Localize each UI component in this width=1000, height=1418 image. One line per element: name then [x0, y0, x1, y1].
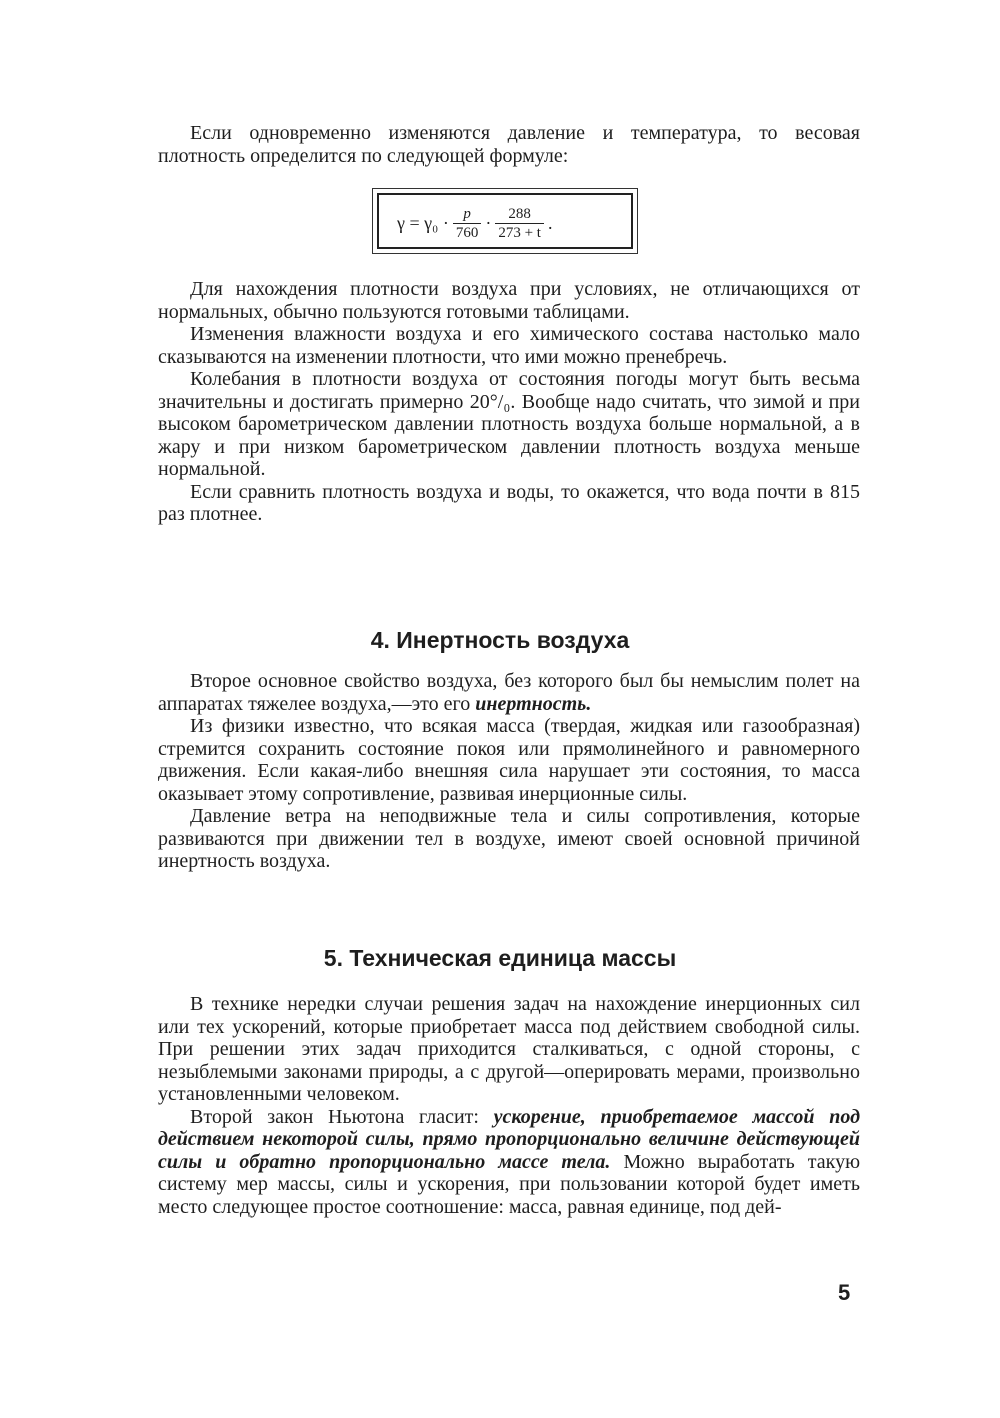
newton-continuation-text: Можно выработать такую систему мер массы, силы и ускорения, при пользовании которой будет иметь место следующее простое соотношение: масса, равная единице, под дей-: [158, 1150, 861, 1218]
fraction-pressure-denominator: 760: [453, 223, 482, 242]
paragraph-technique: В технике нередки случаи решения задач на нахождение инерционных сил или тех ускорений, которые приобретает масса под действием свободной силы. При решении этих задач приходится сталкиваться, с одной стороны, с незыблемыми законами природы, а с другой—оперировать мерами, произвольно установленными человеком.: [158, 993, 860, 1105]
fraction-pressure-numerator: p: [463, 205, 471, 222]
paragraph-newton: [158, 1106, 860, 1219]
formula-end: .: [547, 212, 553, 233]
newton-intro-text: Второй закон Ньютона гласит:: [190, 1105, 479, 1128]
inertness-intro-text: Второе основное свойство воздуха, без которого был бы немыслим полет на аппаратах тяжелее воздуха,—это его: [158, 670, 860, 715]
formula-multiply-sign: ·: [485, 212, 492, 233]
density-block: [158, 278, 860, 526]
section-5-body: [158, 993, 860, 1218]
fraction-temperature-numerator: 288: [508, 205, 531, 222]
fraction-temperature: [495, 205, 544, 242]
paragraph-tables: Для нахождения плотности воздуха при условиях, не отличающихся от нормальных, обычно пользуются готовыми таблицами.: [158, 278, 860, 323]
formula-lhs: γ = γ₀ ·: [397, 212, 449, 233]
fraction-temperature-denominator: 273 + t: [495, 223, 544, 242]
formula-box: [372, 188, 638, 254]
density-formula: [397, 201, 552, 245]
paragraph-water: Если сравнить плотность воздуха и воды, то окажется, что вода почти в 815 раз плотнее.: [158, 480, 860, 525]
paragraph-humidity: Изменения влажности воздуха и его химического состава настолько мало сказываются на изменении плотности, что ими можно пренебречь.: [158, 323, 860, 368]
paragraph-wind: Давление ветра на неподвижные тела и силы сопротивления, которые развиваются при движении тел в воздухе, имеют своей основной причиной инертность воздуха.: [158, 805, 860, 872]
fraction-pressure: [453, 205, 482, 242]
section-4-title: 4. Инертность воздуха: [370, 627, 630, 653]
page-number: 5: [838, 1280, 851, 1305]
intro-paragraph: Если одновременно изменяются давление и температура, то весовая плотность определится по следующей формуле:: [158, 122, 860, 167]
term-inertness: инертность.: [475, 692, 592, 715]
newton-law-statement: ускорение, приобретаемое массой под действием некоторой силы, прямо пропорционально величине действующей силы и обратно пропорционально массе тела.: [158, 1105, 861, 1173]
paragraph-weather: Колебания в плотности воздуха от состояния погоды могут быть весьма значительны и достигать примерно 20°/₀. Вообще надо считать, что зимой и при высоком барометрическом давлении плотность воздуха больше нормальной, а в жару и при низком барометрическом давлении плотность воздуха меньше нормальной.: [158, 368, 860, 480]
intro-block: [158, 122, 860, 167]
section-4-body: [158, 670, 860, 873]
section-5-title: 5. Техническая единица массы: [323, 945, 677, 971]
paragraph-inertness-intro: [158, 670, 860, 715]
paragraph-physics: Из физики известно, что всякая масса (твердая, жидкая или газообразная) стремится сохранить состояние покоя или прямолинейного и равномерного движения. Если какая-либо внешняя сила нарушает эти состояния, то масса оказывает этому сопротивление, развивая инерционные силы.: [158, 715, 860, 805]
